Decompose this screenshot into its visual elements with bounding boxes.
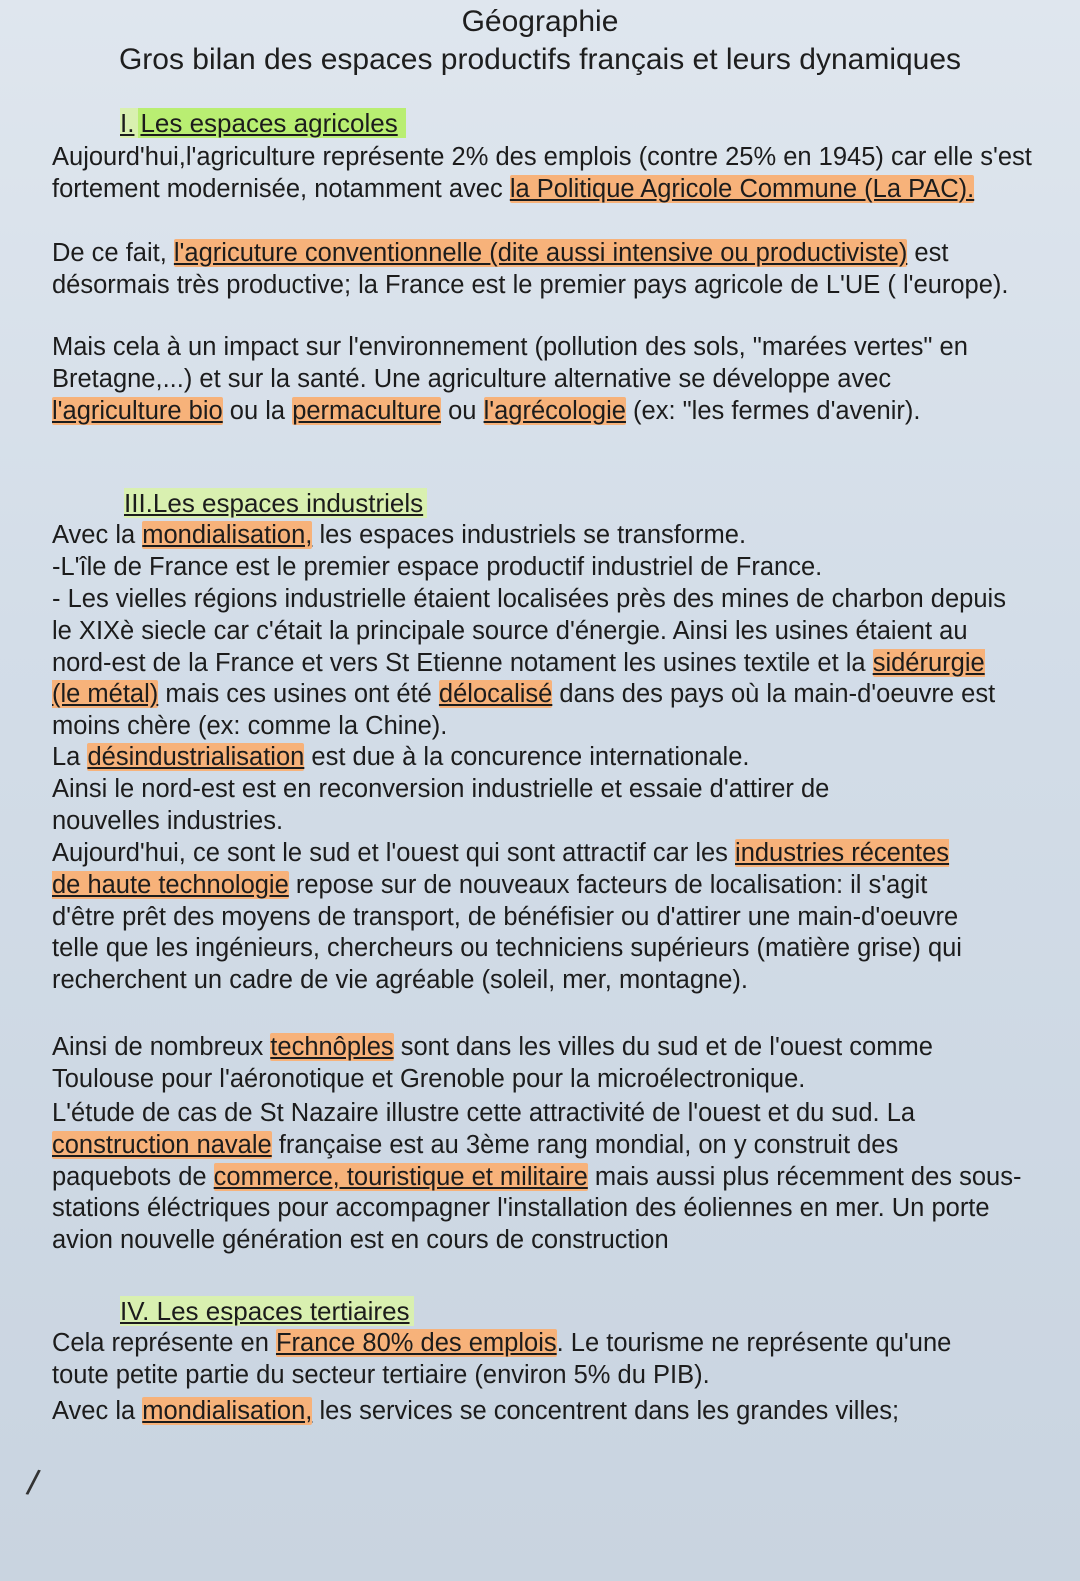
highlight-mondialisation: mondialisation, — [142, 1397, 313, 1425]
text: - Les vielles régions industrielle étaient localisées près des mines de charbon depuis le XIXè siecle car c'était la principale source d'énergie. Ainsi les usines étaient au nord-est de la France et vers St Etienne notament les usines textile et la — [52, 585, 1006, 677]
indus-paragraph-8 — [52, 1098, 1022, 1257]
section-heading-industriels — [124, 488, 427, 518]
agri-paragraph-3 — [52, 332, 1002, 427]
heading-text: III.Les espaces industriels — [124, 488, 427, 518]
highlight-haute-technologie: industries récentes de haute technologie — [52, 839, 950, 899]
agri-paragraph-2 — [52, 238, 1032, 302]
document-title: Gros bilan des espaces productifs français et leurs dynamiques — [118, 43, 962, 76]
pen-mark: / — [23, 1461, 43, 1504]
text: Aujourd'hui,l'agriculture représente 2% des emplois (contre 25% en 1945) car elle s'est fortement modernisée, notamment avec — [52, 143, 1032, 203]
text: Avec la — [52, 521, 143, 549]
text: De ce fait, — [52, 239, 174, 267]
indus-paragraph-7 — [52, 1032, 997, 1096]
text: sont dans les villes du sud et de l'ouest comme Toulouse pour l'aéronotique et Grenoble pour la microélectronique. — [52, 1033, 933, 1093]
section-heading-agricoles — [120, 108, 406, 138]
highlight-construction-navale: construction navale — [52, 1130, 272, 1159]
text: est désormais très productive; la France est le premier pays agricole de L'UE ( l'europe). — [52, 239, 1009, 299]
text: mais ces usines ont été — [158, 680, 439, 709]
highlight-pac: la Politique Agricole Commune (La PAC). — [509, 174, 975, 203]
highlight-80-emplois: France 80% des emplois — [275, 1329, 557, 1357]
text: (ex: "les fermes d'avenir). — [625, 396, 921, 425]
highlight-delocalise: délocalisé — [438, 680, 553, 709]
text: . Le tourisme ne représente qu'une toute petite partie du secteur tertiaire (environ 5% du PIB). — [52, 1329, 952, 1389]
text: Ainsi de nombreux — [52, 1033, 271, 1061]
indus-paragraph-3 — [52, 584, 1012, 743]
text: française est au 3ème rang mondial, on y construit des paquebots de — [52, 1130, 899, 1191]
text: repose sur de nouveaux facteurs de localisation: il s'agit d'être prêt des moyens de transport, de bénéfisier ou d'attirer une main-d'oeuvre telle que les ingénieurs, chercheurs ou techniciens supérieurs (matière grise) qui recherchent un cadre de vie agréable (soleil, mer, montagne). — [52, 870, 962, 995]
indus-paragraph-5: Ainsi le nord-est est en reconversion industrielle et essaie d'attirer de nouvelles industries. — [52, 775, 830, 835]
indus-paragraph-6 — [52, 838, 982, 997]
highlight-permaculture: permaculture — [292, 396, 442, 425]
text: est due à la concurence internationale. — [304, 743, 750, 771]
heading-prefix: I. — [120, 108, 138, 138]
text: La — [52, 743, 88, 771]
highlight-siderurgie: sidérurgie (le métal) — [52, 648, 985, 709]
section-heading-tertiaires — [120, 1296, 414, 1326]
subject-title: Géographie — [461, 5, 619, 38]
text: les espaces industriels se transforme. — [312, 521, 747, 549]
indus-line-4 — [52, 742, 1032, 774]
agri-paragraph-1 — [52, 142, 1032, 206]
highlight-desindustrialisation: désindustrialisation — [87, 743, 305, 771]
text: Aujourd'hui, ce sont le sud et l'ouest qui sont attractif car les — [52, 839, 736, 867]
text: Avec la — [52, 1397, 143, 1425]
highlight-agrecologie: l'agrécologie — [483, 396, 626, 425]
text: dans des pays où la main-d'oeuvre est moins chère (ex: comme la Chine). — [52, 680, 996, 741]
indus-line-1 — [52, 520, 1032, 552]
highlight-bio: l'agriculture bio — [52, 396, 223, 425]
text: Cela représente en — [52, 1329, 276, 1357]
text: mais aussi plus récemment des sous-stations éléctriques pour accompagner l'installation des éoliennes en mer. Un porte avion nouvelle génération est en cours de construction — [52, 1162, 1022, 1255]
heading-text: Les espaces agricoles — [138, 108, 405, 138]
text: L'étude de cas de St Nazaire illustre cette attractivité de l'ouest et du sud. La — [52, 1099, 916, 1127]
highlight-commerce: commerce, touristique et militaire — [213, 1162, 588, 1191]
indus-line-2: -L'île de France est le premier espace productif industriel de France. — [52, 553, 823, 581]
highlight-technoples: technôples — [270, 1033, 394, 1061]
highlight-mondialisation: mondialisation, — [142, 521, 313, 549]
tert-paragraph-1 — [52, 1328, 982, 1392]
text: ou la — [222, 396, 293, 425]
highlight-conventionnelle: l'agricuture conventionnelle (dite aussi intensive ou productiviste) — [173, 239, 908, 267]
text: Mais cela à un impact sur l'environnement (pollution des sols, "marées vertes" en Bretagne,...) et sur la santé. Une agriculture alternative se développe avec — [52, 333, 968, 393]
heading-text: IV. Les espaces tertiaires — [120, 1296, 414, 1326]
tert-paragraph-2 — [52, 1396, 1032, 1428]
text: les services se concentrent dans les grandes villes; — [312, 1397, 900, 1425]
text: ou — [441, 396, 484, 425]
